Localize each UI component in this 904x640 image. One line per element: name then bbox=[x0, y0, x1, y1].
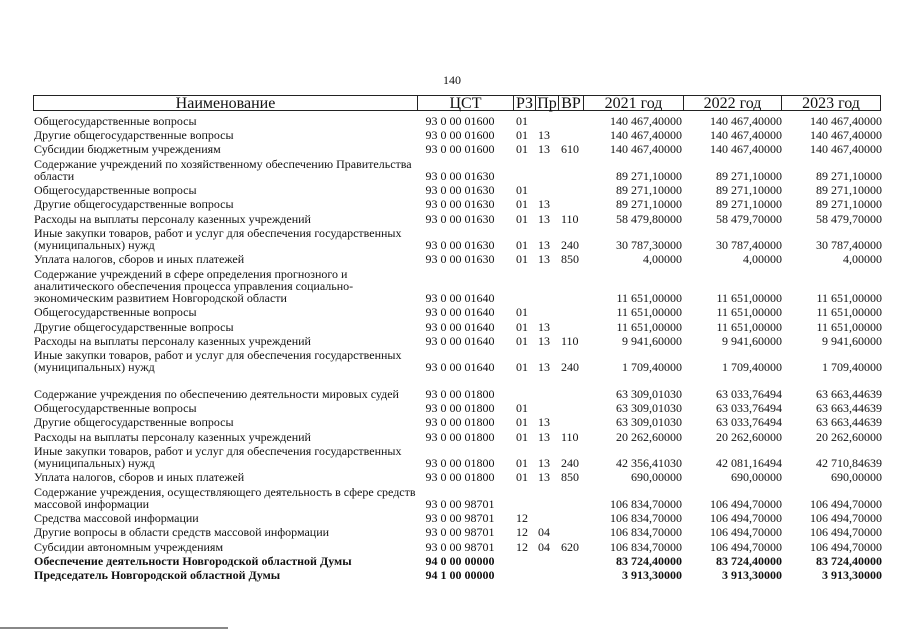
row-2021: 63 309,01030 bbox=[616, 387, 682, 402]
row-cst: 93 0 00 01630 bbox=[425, 197, 495, 212]
row-name: Другие общегосударственные вопросы bbox=[34, 128, 234, 143]
row-vr: 850 bbox=[561, 470, 579, 485]
row-name: Иные закупки товаров, работ и услуг для обеспечения государственных (муниципальных) нужд bbox=[34, 225, 402, 253]
row-cst: 93 0 00 98701 bbox=[425, 525, 495, 540]
row-2021: 106 834,70000 bbox=[610, 496, 682, 511]
row-rz: 01 bbox=[516, 319, 528, 334]
row-2021: 11 651,00000 bbox=[616, 291, 682, 306]
row-2021: 30 787,30000 bbox=[616, 238, 682, 253]
row-rz: 12 bbox=[516, 539, 528, 554]
row-2021: 63 309,01030 bbox=[616, 401, 682, 416]
row-name: Средства массовой информации bbox=[34, 511, 199, 526]
header-2023: 2023 год bbox=[781, 95, 881, 111]
row-2023: 9 941,60000 bbox=[822, 333, 882, 348]
row-2021: 106 834,70000 bbox=[610, 539, 682, 554]
table-row bbox=[0, 333, 904, 347]
row-rz: 01 bbox=[516, 252, 528, 267]
row-cst: 93 0 00 98701 bbox=[425, 496, 495, 511]
table-row bbox=[0, 510, 904, 524]
row-2022: 4,00000 bbox=[743, 252, 782, 267]
row-cst: 93 0 00 01800 bbox=[425, 415, 495, 430]
row-cst: 93 0 00 01800 bbox=[425, 456, 495, 471]
row-2023: 106 494,70000 bbox=[810, 539, 882, 554]
row-pr: 13 bbox=[538, 142, 550, 157]
table-row bbox=[0, 156, 904, 183]
row-cst: 93 0 00 98701 bbox=[425, 511, 495, 526]
table-row bbox=[0, 469, 904, 483]
table-row bbox=[0, 319, 904, 333]
row-2023: 106 494,70000 bbox=[810, 525, 882, 540]
row-name: Другие общегосударственные вопросы bbox=[34, 415, 234, 430]
table-row bbox=[0, 567, 904, 581]
table-row bbox=[0, 211, 904, 225]
row-name: Другие общегосударственные вопросы bbox=[34, 197, 234, 212]
row-vr: 850 bbox=[561, 252, 579, 267]
table-row bbox=[0, 141, 904, 155]
header-2021: 2021 год bbox=[583, 95, 684, 111]
row-pr: 13 bbox=[538, 252, 550, 267]
header-cst: ЦСТ bbox=[417, 95, 514, 111]
row-name: Субсидии автономным учреждениям bbox=[34, 539, 224, 554]
row-2022: 63 033,76494 bbox=[716, 415, 782, 430]
row-pr: 13 bbox=[538, 360, 550, 375]
table-row bbox=[0, 400, 904, 414]
row-pr: 13 bbox=[538, 415, 550, 430]
table-row bbox=[0, 113, 904, 127]
row-cst: 93 0 00 01640 bbox=[425, 319, 495, 334]
row-2021: 3 913,30000 bbox=[622, 567, 682, 582]
row-cst: 93 0 00 01800 bbox=[425, 429, 495, 444]
row-2023: 11 651,00000 bbox=[816, 291, 882, 306]
row-2023: 106 494,70000 bbox=[810, 511, 882, 526]
row-2022: 63 033,76494 bbox=[716, 401, 782, 416]
row-name: Обеспечение деятельности Новгородской областной Думы bbox=[34, 553, 352, 568]
table-row bbox=[0, 414, 904, 428]
row-cst: 93 0 00 01600 bbox=[425, 113, 495, 128]
row-pr: 04 bbox=[538, 525, 550, 540]
row-rz: 01 bbox=[516, 197, 528, 212]
row-2023: 1 709,40000 bbox=[822, 360, 882, 375]
row-2022: 690,00000 bbox=[731, 470, 782, 485]
row-2022: 106 494,70000 bbox=[710, 525, 782, 540]
row-name: Общегосударственные вопросы bbox=[34, 183, 197, 198]
row-rz: 01 bbox=[516, 456, 528, 471]
row-2022: 58 479,70000 bbox=[716, 211, 782, 226]
row-2022: 63 033,76494 bbox=[716, 387, 782, 402]
row-2022: 1 709,40000 bbox=[722, 360, 782, 375]
row-2021: 89 271,10000 bbox=[616, 183, 682, 198]
table-row bbox=[0, 182, 904, 196]
row-2023: 4,00000 bbox=[843, 252, 882, 267]
row-2023: 3 913,30000 bbox=[822, 567, 882, 582]
row-rz: 01 bbox=[516, 183, 528, 198]
row-2023: 63 663,44639 bbox=[816, 401, 882, 416]
row-2021: 20 262,60000 bbox=[616, 429, 682, 444]
row-2021: 11 651,00000 bbox=[616, 319, 682, 334]
row-name: Содержание учреждения по обеспечению деятельности мировых судей bbox=[34, 387, 399, 402]
row-cst: 94 1 00 00000 bbox=[425, 567, 495, 582]
row-name: Содержание учреждений в сфере определения прогнозного и аналитического обеспечения процесса управления социально-экономическим развитием Новгородской области bbox=[34, 266, 354, 306]
row-2023: 89 271,10000 bbox=[816, 197, 882, 212]
row-rz: 01 bbox=[516, 113, 528, 128]
table-row bbox=[0, 305, 904, 319]
row-2023: 89 271,10000 bbox=[816, 168, 882, 183]
row-2022: 106 494,70000 bbox=[710, 539, 782, 554]
table-row bbox=[0, 225, 904, 252]
row-pr: 13 bbox=[538, 211, 550, 226]
row-rz: 01 bbox=[516, 470, 528, 485]
row-2023: 83 724,40000 bbox=[816, 553, 882, 568]
row-name: Субсидии бюджетным учреждениям bbox=[34, 142, 221, 157]
row-cst: 93 0 00 01800 bbox=[425, 387, 495, 402]
row-rz: 01 bbox=[516, 238, 528, 253]
row-2021: 106 834,70000 bbox=[610, 525, 682, 540]
row-2023: 58 479,70000 bbox=[816, 211, 882, 226]
row-name: Расходы на выплаты персоналу казенных учреждений bbox=[34, 429, 311, 444]
header-rz: РЗ bbox=[513, 95, 536, 111]
row-2021: 42 356,41030 bbox=[616, 456, 682, 471]
row-2023: 20 262,60000 bbox=[816, 429, 882, 444]
row-2022: 106 494,70000 bbox=[710, 511, 782, 526]
row-vr: 240 bbox=[561, 360, 579, 375]
row-cst: 93 0 00 01630 bbox=[425, 183, 495, 198]
header-name: Наименование bbox=[33, 95, 418, 111]
row-cst: 94 0 00 00000 bbox=[425, 553, 495, 568]
row-name: Общегосударственные вопросы bbox=[34, 113, 197, 128]
row-name: Расходы на выплаты персоналу казенных учреждений bbox=[34, 211, 311, 226]
row-2023: 63 663,44639 bbox=[816, 415, 882, 430]
row-2021: 9 941,60000 bbox=[622, 333, 682, 348]
row-rz: 01 bbox=[516, 128, 528, 143]
row-pr: 13 bbox=[538, 333, 550, 348]
row-name: Расходы на выплаты персоналу казенных учреждений bbox=[34, 333, 311, 348]
table-row bbox=[0, 539, 904, 553]
row-rz: 01 bbox=[516, 415, 528, 430]
row-rz: 01 bbox=[516, 333, 528, 348]
page-footer-rule bbox=[0, 627, 228, 629]
row-cst: 93 0 00 01640 bbox=[425, 333, 495, 348]
table-row bbox=[0, 443, 904, 470]
row-rz: 01 bbox=[516, 401, 528, 416]
row-cst: 93 0 00 01630 bbox=[425, 238, 495, 253]
row-2021: 63 309,01030 bbox=[616, 415, 682, 430]
table-row bbox=[0, 484, 904, 511]
row-pr: 13 bbox=[538, 429, 550, 444]
row-vr: 610 bbox=[561, 142, 579, 157]
page-number: 140 bbox=[443, 73, 461, 87]
row-name: Уплата налогов, сборов и иных платежей bbox=[34, 470, 245, 485]
row-2022: 3 913,30000 bbox=[722, 567, 782, 582]
row-name: Иные закупки товаров, работ и услуг для обеспечения государственных (муниципальных) нужд bbox=[34, 444, 402, 471]
row-cst: 93 0 00 98701 bbox=[425, 539, 495, 554]
row-2023: 11 651,00000 bbox=[816, 305, 882, 320]
row-2022: 20 262,60000 bbox=[716, 429, 782, 444]
row-cst: 93 0 00 01630 bbox=[425, 211, 495, 226]
row-2021: 4,00000 bbox=[643, 252, 682, 267]
row-name: Содержание учреждений по хозяйственному обеспечению Правительства области bbox=[34, 156, 412, 183]
row-name: Другие общегосударственные вопросы bbox=[34, 319, 234, 334]
table-row bbox=[0, 524, 904, 538]
table-row bbox=[0, 196, 904, 210]
row-2021: 106 834,70000 bbox=[610, 511, 682, 526]
table-row bbox=[0, 251, 904, 265]
row-2021: 1 709,40000 bbox=[622, 360, 682, 375]
row-2023: 690,00000 bbox=[831, 470, 882, 485]
table-row bbox=[0, 127, 904, 141]
row-2023: 30 787,40000 bbox=[816, 238, 882, 253]
table-row bbox=[0, 429, 904, 443]
row-2022: 140 467,40000 bbox=[710, 142, 782, 157]
row-2021: 140 467,40000 bbox=[610, 113, 682, 128]
row-2022: 140 467,40000 bbox=[710, 128, 782, 143]
row-cst: 93 0 00 01640 bbox=[425, 291, 495, 306]
row-pr: 04 bbox=[538, 539, 550, 554]
row-2023: 11 651,00000 bbox=[816, 319, 882, 334]
row-pr: 13 bbox=[538, 456, 550, 471]
row-pr: 13 bbox=[538, 319, 550, 334]
table-body bbox=[0, 113, 904, 581]
row-2022: 11 651,00000 bbox=[716, 319, 782, 334]
row-2022: 89 271,10000 bbox=[716, 168, 782, 183]
row-2023: 106 494,70000 bbox=[810, 496, 882, 511]
row-2022: 83 724,40000 bbox=[716, 553, 782, 568]
table-row bbox=[0, 347, 904, 374]
row-rz: 01 bbox=[516, 429, 528, 444]
row-name: Общегосударственные вопросы bbox=[34, 401, 197, 416]
row-cst: 93 0 00 01600 bbox=[425, 128, 495, 143]
row-cst: 93 0 00 01640 bbox=[425, 360, 495, 375]
row-cst: 93 0 00 01630 bbox=[425, 168, 495, 183]
row-rz: 01 bbox=[516, 305, 528, 320]
row-cst: 93 0 00 01640 bbox=[425, 305, 495, 320]
row-rz: 12 bbox=[516, 511, 528, 526]
row-rz: 12 bbox=[516, 525, 528, 540]
row-2021: 89 271,10000 bbox=[616, 197, 682, 212]
row-2021: 89 271,10000 bbox=[616, 168, 682, 183]
table-row bbox=[0, 553, 904, 567]
row-2022: 11 651,00000 bbox=[716, 305, 782, 320]
row-2023: 63 663,44639 bbox=[816, 387, 882, 402]
row-2021: 690,00000 bbox=[631, 470, 682, 485]
row-vr: 110 bbox=[561, 211, 579, 226]
row-vr: 240 bbox=[561, 456, 579, 471]
row-pr: 13 bbox=[538, 128, 550, 143]
row-2022: 30 787,40000 bbox=[716, 238, 782, 253]
row-vr: 110 bbox=[561, 333, 579, 348]
row-cst: 93 0 00 01800 bbox=[425, 401, 495, 416]
row-cst: 93 0 00 01630 bbox=[425, 252, 495, 267]
row-vr: 240 bbox=[561, 238, 579, 253]
row-2021: 140 467,40000 bbox=[610, 128, 682, 143]
row-2023: 42 710,84639 bbox=[816, 456, 882, 471]
header-2022: 2022 год bbox=[683, 95, 782, 111]
row-name: Уплата налогов, сборов и иных платежей bbox=[34, 252, 245, 267]
row-2023: 140 467,40000 bbox=[810, 128, 882, 143]
row-2021: 140 467,40000 bbox=[610, 142, 682, 157]
row-2021: 58 479,80000 bbox=[616, 211, 682, 226]
header-vr: ВР bbox=[558, 95, 584, 111]
row-name: Иные закупки товаров, работ и услуг для обеспечения государственных (муниципальных) нужд bbox=[34, 348, 402, 375]
row-rz: 01 bbox=[516, 360, 528, 375]
row-name: Председатель Новгородской областной Думы bbox=[34, 567, 281, 582]
header-pr: Пр bbox=[535, 95, 559, 111]
row-cst: 93 0 00 01600 bbox=[425, 142, 495, 157]
row-name: Общегосударственные вопросы bbox=[34, 305, 197, 320]
row-2023: 140 467,40000 bbox=[810, 142, 882, 157]
row-2023: 89 271,10000 bbox=[816, 183, 882, 198]
row-2022: 42 081,16494 bbox=[716, 456, 782, 471]
row-2022: 9 941,60000 bbox=[722, 333, 782, 348]
row-vr: 110 bbox=[561, 429, 579, 444]
row-rz: 01 bbox=[516, 142, 528, 157]
row-2022: 89 271,10000 bbox=[716, 183, 782, 198]
row-pr: 13 bbox=[538, 470, 550, 485]
row-name: Содержание учреждения, осуществляющего деятельность в сфере средств массовой информации bbox=[34, 484, 416, 511]
row-2023: 140 467,40000 bbox=[810, 113, 882, 128]
row-rz: 01 bbox=[516, 211, 528, 226]
row-vr: 620 bbox=[561, 539, 579, 554]
row-cst: 93 0 00 01800 bbox=[425, 470, 495, 485]
row-name: Другие вопросы в области средств массовой информации bbox=[34, 525, 330, 540]
row-2021: 83 724,40000 bbox=[616, 553, 682, 568]
row-2022: 140 467,40000 bbox=[710, 113, 782, 128]
row-2022: 11 651,00000 bbox=[716, 291, 782, 306]
row-2022: 89 271,10000 bbox=[716, 197, 782, 212]
table-row bbox=[0, 266, 904, 305]
table-row bbox=[0, 374, 904, 401]
row-pr: 13 bbox=[538, 238, 550, 253]
row-2021: 11 651,00000 bbox=[616, 305, 682, 320]
row-2022: 106 494,70000 bbox=[710, 496, 782, 511]
row-pr: 13 bbox=[538, 197, 550, 212]
